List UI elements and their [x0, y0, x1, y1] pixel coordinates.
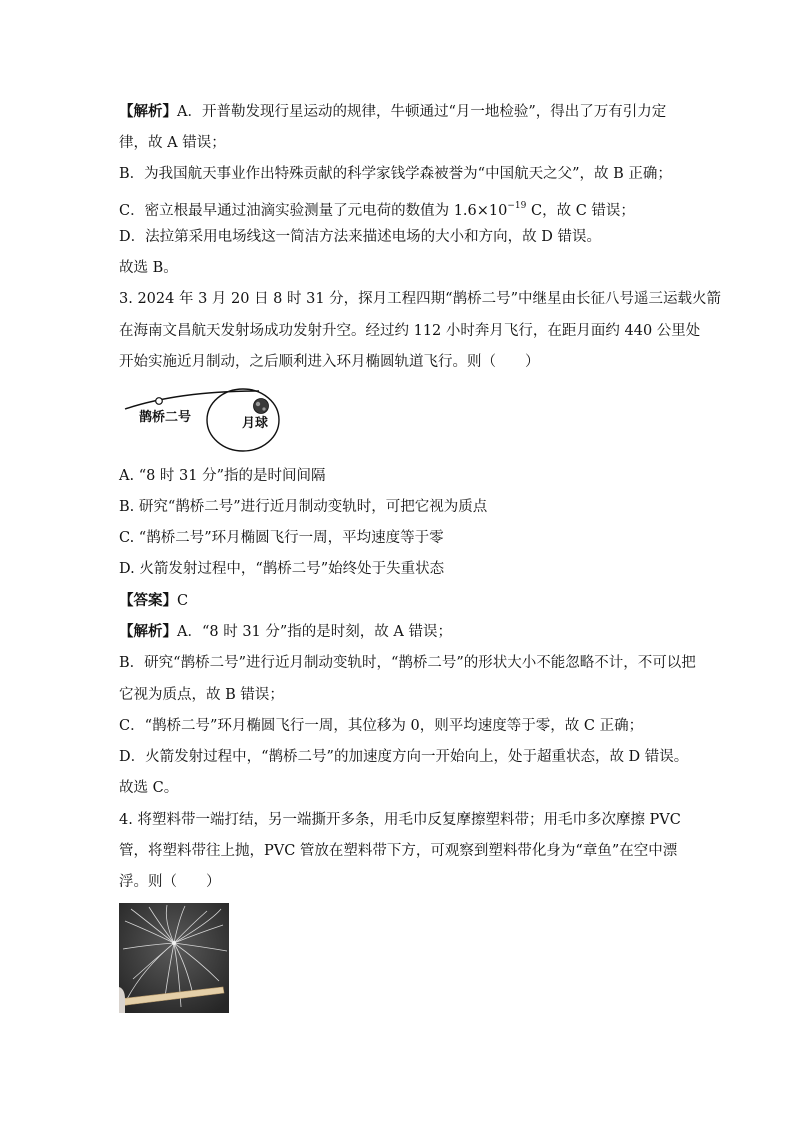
analysis-tag: 【解析】	[119, 623, 177, 640]
q4-stem-line2: 管，将塑料带往上抛，PVC 管放在塑料带下方，可观察到塑料带化身为“章鱼”在空中漂	[119, 843, 678, 859]
knot	[172, 941, 176, 945]
charge-exponent: −19	[507, 201, 527, 211]
q2-analysis-d: D．法拉第采用电场线这一简洁方法来描述电场的大小和方向，故 D 错误。	[119, 229, 601, 245]
q3-option-c: C. “鹊桥二号”环月椭圆飞行一周，平均速度等于零	[119, 530, 444, 546]
analysis-text: A．开普勒发现行星运动的规律，牛顿通过“月一地检验”，得出了万有引力定	[177, 104, 667, 120]
satellite-dot	[156, 398, 163, 405]
q3-option-d: D. 火箭发射过程中，“鹊桥二号”始终处于失重状态	[119, 561, 445, 577]
analysis-text: ，故 C 错误；	[542, 203, 635, 219]
analysis-text: C．密立根最早通过油滴实验测量了元电荷的数值为	[119, 203, 454, 219]
analysis-text: A．“8 时 31 分”指的是时刻，故 A 错误；	[177, 624, 452, 640]
q3-analysis-b-line2: 它视为质点，故 B 错误；	[119, 687, 284, 703]
q3-answer	[119, 591, 188, 611]
q3-option-a: A. “8 时 31 分”指的是时间间隔	[119, 468, 326, 484]
orbit-diagram	[119, 385, 284, 457]
q3-stem-line2: 在海南文昌航天发射场成功发射升空。经过约 112 小时奔月飞行，在距月面约 440 公里处	[119, 323, 701, 339]
moon-icon	[254, 399, 269, 414]
q3-stem-line3: 开始实施近月制动，之后顺利进入环月椭圆轨道飞行。则（ ）	[119, 354, 540, 370]
moon-crater	[256, 402, 260, 406]
q2-analysis-b: B．为我国航天事业作出特殊贡献的科学家钱学森被誉为“中国航天之父”，故 B 正确；	[119, 166, 672, 182]
octopus-experiment-photo	[119, 903, 229, 1013]
approach-trajectory	[125, 391, 259, 409]
q2-analysis-a-line1	[119, 102, 666, 122]
q3-analysis-c: C．“鹊桥二号”环月椭圆飞行一周，其位移为 0，则平均速度等于零，故 C 正确；	[119, 718, 644, 734]
q3-stem-line1: 3. 2024 年 3 月 20 日 8 时 31 分，探月工程四期“鹊桥二号”中继星由长征八号遥三运载火箭	[119, 291, 722, 307]
satellite-label: 鹊桥二号	[139, 410, 192, 425]
q2-analysis-a-line2: 律，故 A 错误；	[119, 135, 226, 151]
charge-coefficient: 1.6×10	[453, 203, 508, 219]
charge-unit: C	[526, 203, 543, 219]
q2-choice: 故选 B。	[119, 260, 178, 276]
q3-analysis-a	[119, 622, 452, 642]
elementary-charge-value	[454, 203, 542, 219]
analysis-tag: 【解析】	[119, 103, 177, 120]
answer-tag: 【答案】	[119, 592, 177, 609]
q3-choice: 故选 C。	[119, 780, 179, 796]
q3-analysis-d: D．火箭发射过程中，“鹊桥二号”的加速度方向一开始向上，处于超重状态，故 D 错误。	[119, 749, 689, 765]
q3-analysis-b-line1: B．研究“鹊桥二号”进行近月制动变轨时，“鹊桥二号”的形状大小不能忽略不计，不可以把	[119, 655, 696, 671]
q4-stem-line3: 浮。则（ ）	[119, 874, 221, 890]
moon-crater	[262, 407, 265, 410]
q4-stem-line1: 4. 将塑料带一端打结，另一端撕开多条，用毛巾反复摩擦塑料带；用毛巾多次摩擦 PVC	[119, 812, 681, 828]
q2-analysis-c	[119, 196, 635, 221]
q3-option-b: B. 研究“鹊桥二号”进行近月制动变轨时，可把它视为质点	[119, 499, 488, 515]
answer-value: C	[177, 593, 189, 609]
moon-label: 月球	[242, 416, 269, 431]
